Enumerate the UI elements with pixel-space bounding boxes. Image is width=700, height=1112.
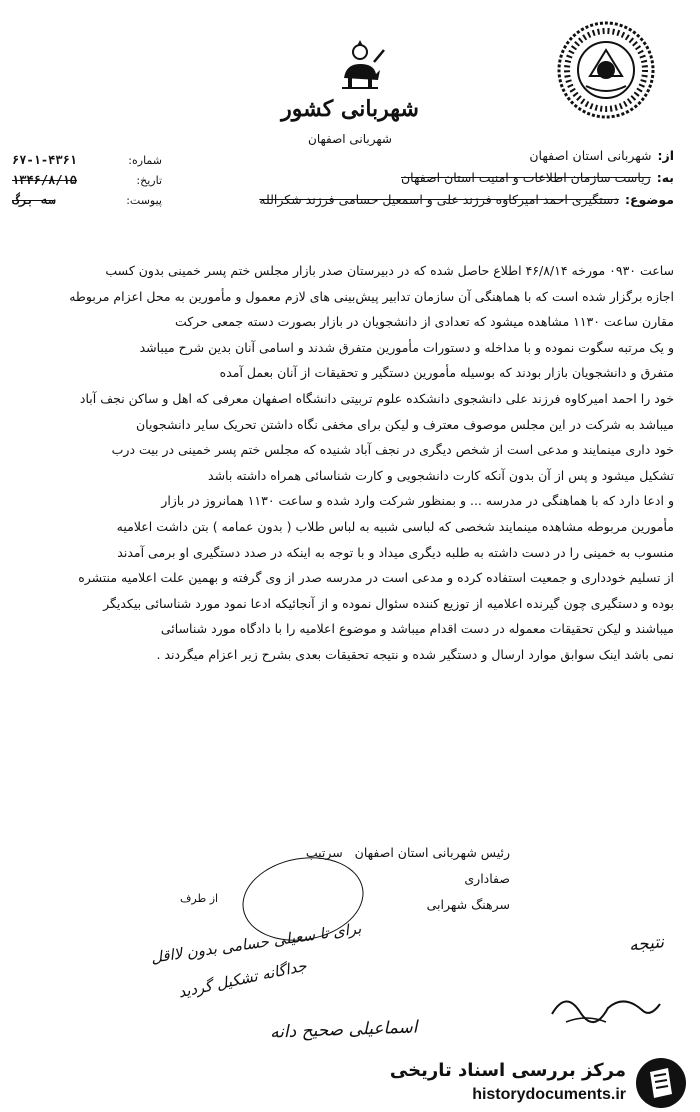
body-line: و یک مرتبه سگوت نموده و با مداخله و دستورات مأمورین متفرق شدند و اسامی آنان بدین شرح میباشد (139, 339, 674, 355)
handwritten-signature: اسماعیلی صحیح دانه (270, 1017, 419, 1043)
archive-url: historydocuments.ir (472, 1086, 626, 1103)
to-label: به: (656, 170, 674, 185)
date-label: تاریخ: (136, 173, 162, 187)
handwritten-note: نتیجه (627, 932, 665, 956)
date-value: ۱۳۴۶/۸/۱۵ (12, 173, 78, 187)
body-line: میباشند و لیکن تحقیقات معموله در دست اقدام میباشد و موضوع اعلامیه را با دادگاه مورد شناسائی (160, 621, 674, 637)
body-line: تشکیل میشود و پس از آن بدون آنکه کارت دانشجویی و کارت شناسائی همراه داشته باشد (208, 467, 674, 483)
body-line: خود را احمد امیرکاوه فرزند علی دانشجوی دانشکده علوم تربیتی دانشگاه اصفهان معرفی که اهل و ساکن نجف آباد (79, 390, 674, 406)
body-line: خود داری مینمایند و مدعی است از شخص دیگری در نجف آباد شنیده که مجلس ختم پسر خمینی در بیت درب (111, 442, 674, 458)
handwritten-scribble (546, 984, 666, 1028)
signature-title-text: رئیس شهربانی استان اصفهان (354, 845, 510, 860)
body-line: ساعت ۰۹۳۰ مورخه ۴۶/۸/۱۴ اطلاع حاصل شده که در دبیرستان صدر بازار مجلس ختم پسر خمینی بدون کسب (105, 263, 674, 278)
on-behalf-label: از طرف (180, 892, 219, 905)
number-row (12, 150, 162, 170)
organization-subtitle: شهربانی اصفهان (308, 132, 392, 146)
lion-sun-emblem (330, 34, 390, 94)
subject-value: دستگیری احمد امیرکاوه فرزند علی و اسمعیل حسامی فرزند شکرالله (259, 192, 619, 207)
date-row (12, 170, 162, 190)
signature-name: سرتیپ صفاداری (305, 845, 510, 886)
body-line: مأمورین مربوطه مشاهده مینمایند شخصی که لباسی شبیه به لباس طلاب ( بدون عمامه ) بتن داشت اعلامیه (116, 518, 674, 534)
number-label: شماره: (128, 153, 162, 167)
body-line: بوده و دستگیری چون گیرنده اعلامیه از توزیع کننده سئوال نموده و از آنجائیکه ادعا نمود مورد شناسائی بیکدیگر (103, 595, 674, 611)
organization-title: شهربانی کشور (281, 96, 419, 122)
handwritten-note: جداگانه تشکیل گردید (176, 956, 309, 1002)
archive-name: مرکز بررسی اسناد تاریخی (389, 1060, 626, 1081)
signature-block (180, 840, 510, 918)
attachment-value: سه برگ (12, 193, 56, 207)
to-line (154, 170, 674, 185)
body-line: و ادعا دارد که با هماهنگی در مدرسه ... و بمنظور شرکت وارد شده و ساعت ۱۱۳۰ همانروز در بازار (161, 493, 674, 509)
document-meta (12, 150, 162, 210)
addressing-block (154, 148, 674, 214)
body-line: از تسلیم خودداری و جمعیت استفاده کرده و مدعی است در مدرسه صدر از وی گرفته و بهمین علت اعلامیه منتشره (78, 570, 674, 586)
subject-label: موضوع: (624, 192, 674, 207)
archive-logo-icon (634, 1056, 688, 1110)
attachment-row (12, 190, 162, 210)
from-label: از: (657, 148, 674, 163)
attachment-label: پیوست: (126, 193, 162, 207)
handwritten-note: برای تا سعیلی حسامی بدون لااقل (149, 919, 363, 967)
body-line: میباشد به شرکت در این مجلس موصوف معترف و لیکن برای مخفی نگاه داشتن تحریک سایر دانشجویان (135, 416, 674, 432)
to-value: ریاست سازمان اطلاعات و امنیت استان اصفهان (400, 170, 651, 185)
subject-line (154, 192, 674, 207)
from-value: شهربانی استان اصفهان (529, 148, 652, 163)
body-line: اجازه برگزار شده است که با هماهنگی آن سازمان تدابیر پیش‌بینی های لازم معمول و مأمورین به محل اعزام مربوطه (69, 288, 674, 304)
body-line: نمی باشد اینک سوابق موارد ارسال و دستگیر شده و نتیجه تحقیقات بعدی بشرح زیر اعزام میگردند . (156, 646, 674, 662)
body-line: متفرق و دانشجویان بازار بودند که بوسیله مأمورین دستگیر و تحقیقات از آنان بعمل آمده (219, 365, 674, 381)
body-line: مقارن ساعت ۱۱۳۰ مشاهده میشود که تعدادی از دانشجویان در بازار بصورت دسته جمعی حرکت (174, 314, 674, 330)
signature-stamp: سرهنگ شهرابی (426, 897, 510, 912)
from-line (154, 148, 674, 163)
number-value: ۶۷-۱-۴۳۶۱ (12, 153, 78, 167)
archive-watermark (388, 1056, 688, 1110)
letter-body (24, 258, 674, 668)
body-line: منسوب به خمینی را در دست داشته به طلبه دیگری میداد و با توجه به اینکه در صدد دستگیری او برمی آمدند (117, 544, 674, 560)
